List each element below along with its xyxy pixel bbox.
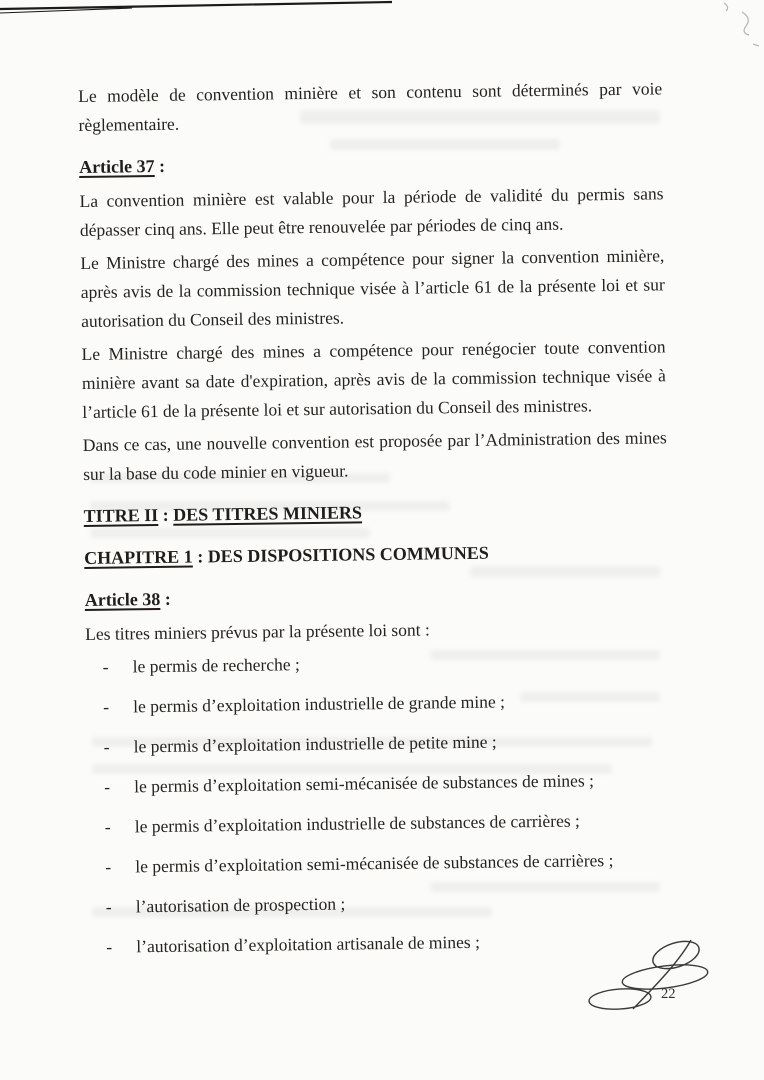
titre-2-label: TITRE II xyxy=(83,504,159,526)
list-item-text: l’autorisation d’exploitation artisanale de mines ; xyxy=(136,931,481,957)
article-37-paragraph-1: La convention minière est valable pour la période de validité du permis sans dépasser cinq ans. Elle peut être renouvelée par périodes de cinq ans. xyxy=(79,183,664,240)
dash-bullet: - xyxy=(103,696,110,717)
list-item xyxy=(86,685,670,722)
list-item xyxy=(89,885,673,922)
article-37-heading xyxy=(79,145,663,182)
list-item-text: le permis d’exploitation semi-mécanisée de substances de mines ; xyxy=(134,770,595,797)
dash-bullet: - xyxy=(106,936,113,957)
mining-titles-list xyxy=(85,645,673,962)
list-item xyxy=(88,845,672,882)
article-37-colon: : xyxy=(154,155,166,177)
list-item-text: l’autorisation de prospection ; xyxy=(135,893,346,917)
list-item-text: le permis d’exploitation semi-mécanisée de substances de carrières ; xyxy=(135,850,614,877)
titre-2-title: DES TITRES MINIERS xyxy=(173,502,363,525)
article-38-intro: Les titres miniers prévus par la présente loi sont : xyxy=(85,619,430,644)
list-item-text: le permis d’exploitation industrielle de substances de carrières ; xyxy=(134,810,580,837)
paragraph-intro: Le modèle de convention minière et son contenu sont déterminés par voie règlementaire. xyxy=(78,78,663,135)
document-content xyxy=(78,74,674,973)
page-number: 22 xyxy=(661,986,676,1002)
list-item xyxy=(88,805,672,842)
dash-bullet: - xyxy=(102,656,109,677)
titre-2-separator: : xyxy=(158,504,174,525)
list-item xyxy=(89,925,673,962)
dash-bullet: - xyxy=(104,816,111,837)
chapitre-1-title: DES DISPOSITIONS COMMUNES xyxy=(207,542,489,567)
titre-2-heading xyxy=(83,494,667,531)
list-item xyxy=(85,645,669,682)
pencil-mark xyxy=(654,0,764,55)
dash-bullet: - xyxy=(104,776,111,797)
list-item-text: le permis de recherche ; xyxy=(132,654,300,677)
dash-bullet: - xyxy=(105,896,112,917)
article-37-paragraph-4: Dans ce cas, une nouvelle convention est proposée par l’Administration des mines sur la base du code minier en vigueur. xyxy=(82,427,667,484)
chapitre-1-label: CHAPITRE 1 xyxy=(84,546,193,568)
dash-bullet: - xyxy=(105,856,112,877)
list-item-text: le permis d’exploitation industrielle de petite mine ; xyxy=(133,731,497,757)
article-37-paragraph-3: Le Ministre chargé des mines a compétence pour renégocier toute convention minière avant sa date d'expiration, après avis de la commission technique visée à l’article 61 de la présente loi et sur autorisation du Conseil des ministres. xyxy=(81,336,667,422)
list-item-text: le permis d’exploitation industrielle de grande mine ; xyxy=(133,691,506,717)
dash-bullet: - xyxy=(103,736,110,757)
list-item xyxy=(87,725,671,762)
article-37-paragraph-2: Le Ministre chargé des mines a compétence pour signer la convention minière, après avis de la commission technique visée à l’article 61 de la présente loi et sur autorisation du Conseil des ministres. xyxy=(80,245,665,331)
list-item xyxy=(87,765,671,802)
chapitre-1-separator: : xyxy=(192,546,208,567)
article-38-colon: : xyxy=(160,588,171,609)
article-38-label: Article 38 xyxy=(84,588,161,610)
scan-edge-line xyxy=(0,0,400,22)
article-38-heading xyxy=(85,578,669,615)
article-37-label: Article 37 xyxy=(78,156,155,177)
chapitre-1-heading xyxy=(84,536,668,573)
